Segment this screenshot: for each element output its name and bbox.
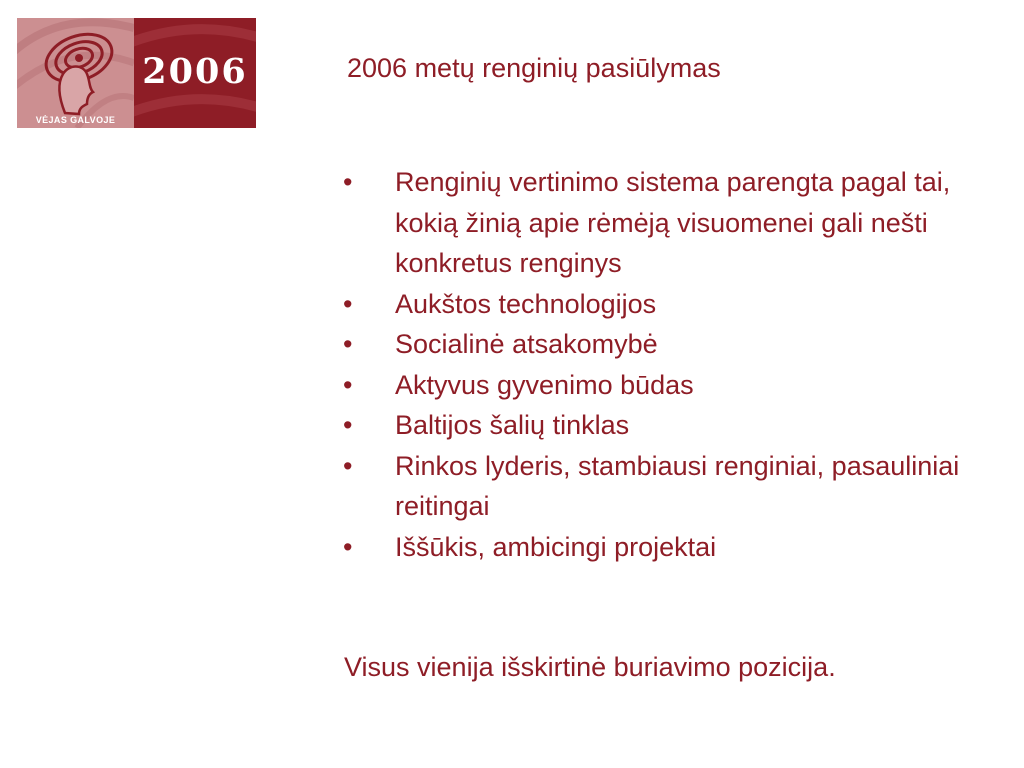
list-item-text: Aktyvus gyvenimo būdas bbox=[395, 369, 694, 400]
bullet-icon: • bbox=[343, 329, 353, 359]
bullet-icon: • bbox=[343, 288, 353, 319]
bullet-icon: • bbox=[343, 450, 353, 481]
list-item bbox=[342, 527, 992, 568]
logo-emblem bbox=[17, 18, 134, 128]
list-item bbox=[342, 324, 992, 365]
bullet-icon: • bbox=[343, 410, 353, 440]
closing-statement: Visus vienija išskirtinė buriavimo pozicija. bbox=[344, 652, 836, 682]
list-item bbox=[342, 405, 992, 446]
list-item-text: Socialinė atsakomybė bbox=[395, 329, 658, 359]
logo-year: 2006 bbox=[142, 51, 248, 92]
list-item bbox=[342, 284, 992, 325]
logo bbox=[17, 18, 256, 128]
bullet-icon: • bbox=[343, 531, 353, 562]
bullet-list bbox=[342, 162, 992, 567]
bullet-icon: • bbox=[343, 167, 353, 197]
page-title: 2006 metų renginių pasiūlymas bbox=[347, 53, 721, 83]
list-item bbox=[342, 446, 992, 527]
list-item-text: Iššūkis, ambicingi projektai bbox=[395, 531, 717, 562]
list-item-text: Aukštos technologijos bbox=[395, 288, 657, 319]
logo-year-panel bbox=[134, 18, 256, 128]
list-item bbox=[342, 162, 992, 284]
list-item-text: Renginių vertinimo sistema parengta pagal tai, kokią žinią apie rėmėją visuomenei gali nešti konkretus renginys bbox=[395, 167, 951, 278]
list-item-text: Rinkos lyderis, stambiausi renginiai, pasauliniai reitingai bbox=[395, 450, 960, 521]
list-item-text: Baltijos šalių tinklas bbox=[395, 410, 630, 440]
list-item bbox=[342, 365, 992, 406]
logo-caption: VĖJAS GALVOJE bbox=[35, 115, 116, 125]
spiral-head-icon bbox=[17, 18, 134, 128]
bullet-icon: • bbox=[343, 369, 353, 400]
